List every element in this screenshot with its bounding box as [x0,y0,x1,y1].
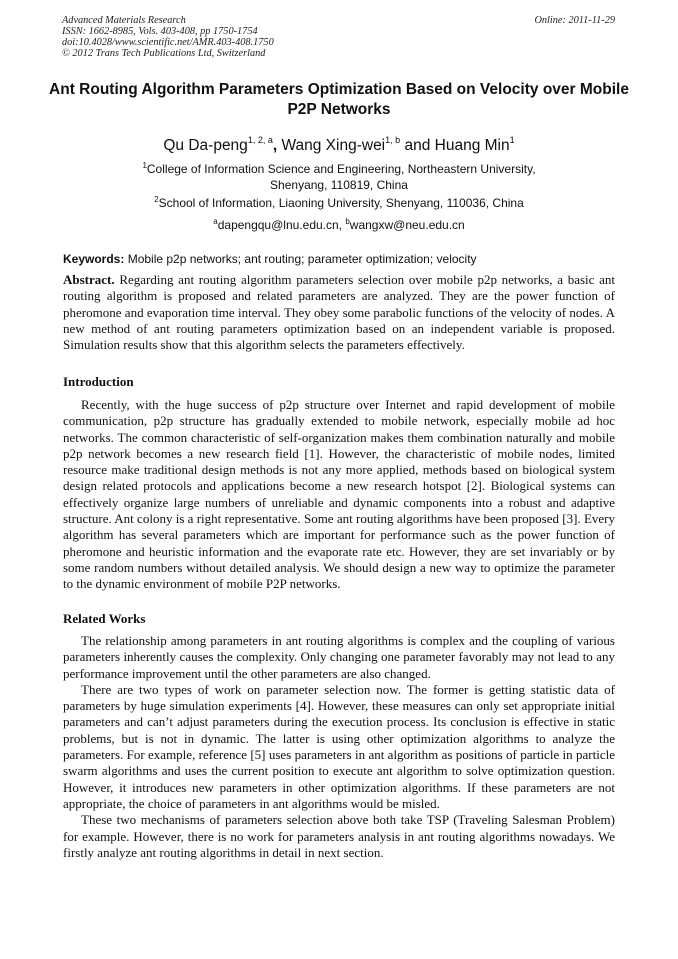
abstract-label: Abstract. [63,272,115,287]
journal-header [62,15,615,59]
keywords [63,251,615,267]
related-works-body [63,633,615,861]
affiliation-2-sup: 2 [154,195,159,204]
online-date: Online: 2011-11-29 [534,15,615,26]
introduction-heading: Introduction [63,374,134,389]
author-list [40,131,638,155]
introduction-paragraph-1: Recently, with the huge success of p2p structure over Internet and rapid development of mobile communication, p2p structure has gradually extended to mobile network, especially mobile ad hoc networks. The common characteristic of self-organization makes them combination naturally and mobile p2p network becomes a new research field [1]. However, the characteristic of mobile nodes, limited resource make traditional design methods is not any more applied, methods based on biological system design related protocols and applications become a new research hotspot [2]. Biological systems can effectively organize large numbers of unreliable and dynamic components into a robust and adaptive structure. Ant colony is a right representative. Some ant routing algorithms have been proposed [3]. Every algorithm has several parameters which are important for performance such as the power function of pheromone and heuristic information and the evaporate rate etc. However, they are set invariably or by some random numbers without detailed analysis. We should design a new way to optimize the parameter to the dynamic environment of mobile P2P networks. [63,397,615,592]
author-and: and [400,137,435,154]
issn-line: ISSN: 1662-8985, Vols. 403-408, pp 1750-1754 [62,26,258,37]
author-2: Wang Xing-wei [277,137,386,154]
keywords-text: Mobile p2p networks; ant routing; parameter optimization; velocity [124,252,477,266]
introduction-body [63,397,615,593]
affiliation-1-line1: College of Information Science and Engineering, Northeastern University, [146,162,536,176]
abstract-text: Regarding ant routing algorithm parameters selection over mobile p2p networks, a basic ant routing algorithm is proposed and related parameters are analyzed. They are the power function of pheromone and evaporation time interval. They obey some parabolic functions of the velocity of nodes. A new method of ant routing parameters optimization based on an independent variable is proposed. Simulation results show that this algorithm selects the parameters effectively. [63,272,615,353]
email-b: wangxw@neu.edu.cn [349,218,465,232]
author-1: Qu Da-peng [163,137,248,154]
author-separator: , [272,137,278,154]
affiliation-1-line2: Shenyang, 110819, China [270,178,408,192]
author-3: Huang Min [434,137,510,154]
email-a: dapengqu@lnu.edu.cn, [217,218,346,232]
author-1-sup: 1, 2, a [247,135,273,145]
email-line [40,214,638,233]
doi-line: doi:10.4028/www.scientific.net/AMR.403-408.1750 [62,37,274,48]
author-3-sup: 1 [509,135,515,145]
related-works-paragraph-2: There are two types of work on parameter selection now. The former is getting statistic data of parameters by huge simulation experiments [4]. However, these measures can only set appropriate initial parameters and can’t adjust parameters during the execution process. Its conclusion is effective in static problems, but is not in dynamic. The latter is using other optimization algorithms to analyze the parameters. For example, reference [5] uses parameters in ant algorithm as positions of particle in particle swarm algorithms and uses the current position to execute ant algorithm to solve optimization question. However, it introduces new parameters in other optimization algorithms. If these parameters are not appropriate, the choice of parameters in ant algorithms would be misled. [63,681,615,811]
journal-name: Advanced Materials Research [62,15,186,26]
copyright-line: © 2012 Trans Tech Publications Ltd, Switzerland [62,48,266,59]
affiliation-1 [40,158,638,193]
affiliation-2 [40,192,638,211]
keywords-label: Keywords: [63,252,125,266]
related-works-heading: Related Works [63,611,146,626]
related-works-paragraph-3: These two mechanisms of parameters selection above both take TSP (Traveling Salesman Problem) for example. However, there is no work for parameters analysis in ant routing algorithms nowadays. We firstly analyze ant routing algorithms in detail in next section. [63,812,615,860]
email-b-sup: b [345,217,350,226]
author-2-sup: 1, b [385,135,401,145]
affiliation-2-text: School of Information, Liaoning University, Shenyang, 110036, China [158,196,524,210]
abstract [63,272,615,353]
related-works-paragraph-1: The relationship among parameters in ant routing algorithms is complex and the coupling of various parameters inherently causes the complexity. Only changing one parameter favorably may not lead to any performance improvement until the other parameters are also changed. [63,633,615,681]
paper-title: Ant Routing Algorithm Parameters Optimization Based on Velocity over Mobile P2P Networks [49,81,629,118]
affiliation-1-sup: 1 [142,161,147,170]
email-a-sup: a [213,217,218,226]
